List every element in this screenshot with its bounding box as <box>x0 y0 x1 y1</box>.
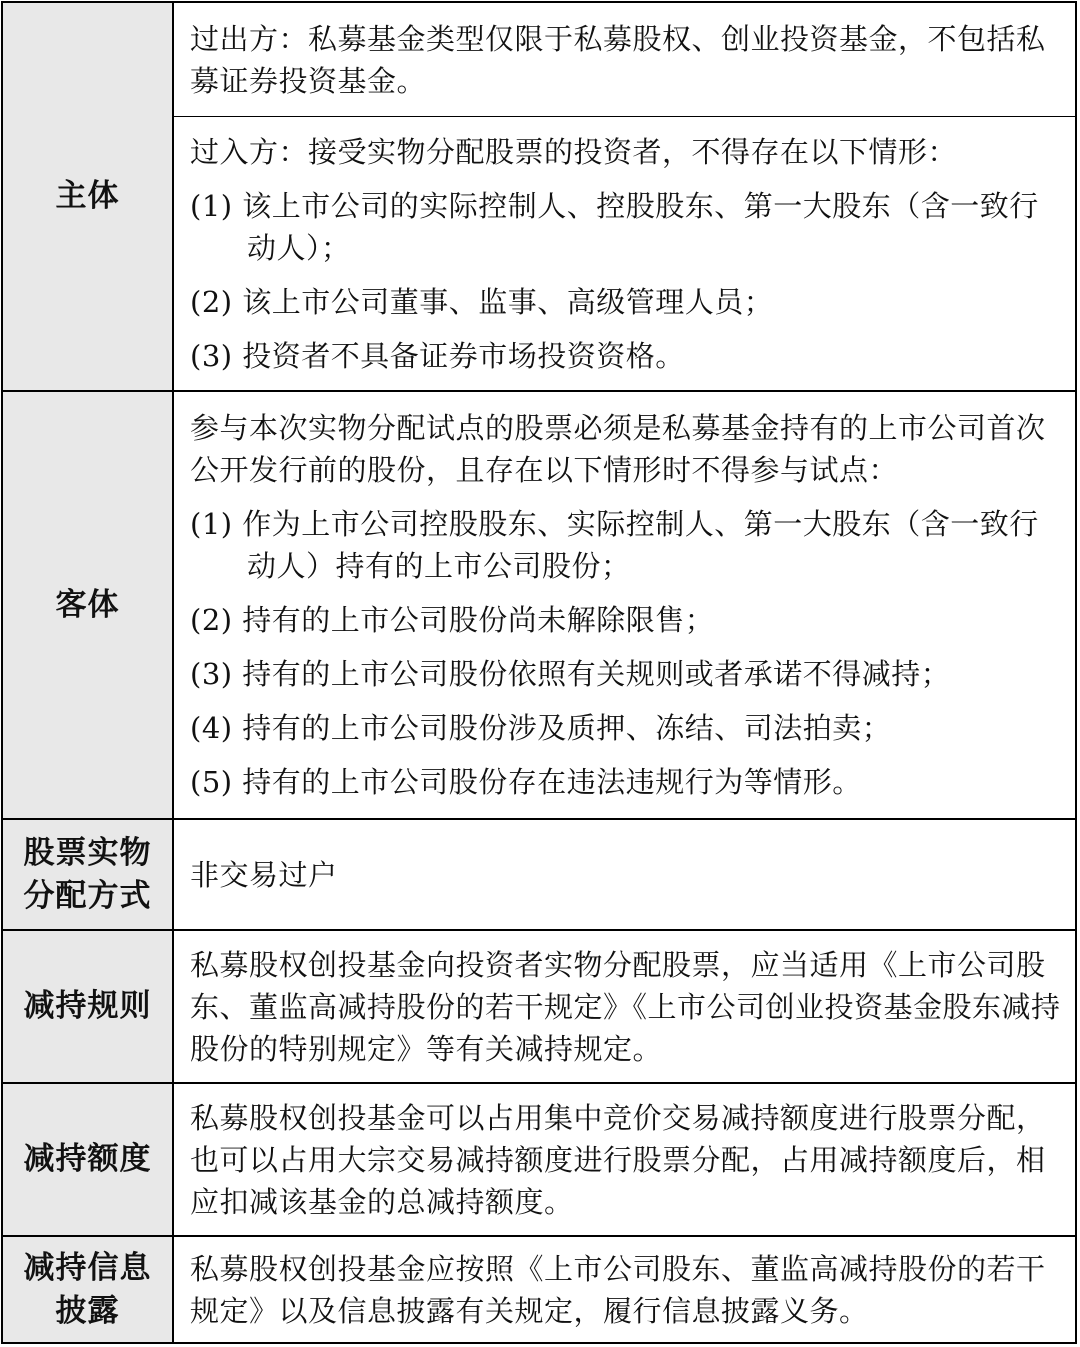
list-item: (1) 作为上市公司控股股东、实际控制人、第一大股东（含一致行动人）持有的上市公司股份； <box>190 507 1039 583</box>
reduction-quota-text: 私募股权创投基金可以占用集中竞价交易减持额度进行股票分配，也可以占用大宗交易减持额度进行股票分配，占用减持额度后，相应扣减该基金的总减持额度。 <box>190 1100 1046 1219</box>
list-item: (1) 该上市公司的实际控制人、控股股东、第一大股东（含一致行动人）； <box>190 188 1039 265</box>
subject-transferee-intro: 过入方：接受实物分配股票的投资者，不得存在以下情形： <box>190 134 958 169</box>
object-cell <box>174 392 1075 820</box>
list-item: (3) 持有的上市公司股份依照有关规则或者承诺不得减持； <box>190 657 951 691</box>
distribution-method-text: 非交易过户 <box>190 857 338 892</box>
row-label-reduction-rules: 减持规则 <box>3 931 174 1084</box>
rules-table <box>1 1 1077 1344</box>
row-label-subject: 主体 <box>3 3 174 392</box>
subject-transferor-text: 过出方：私募基金类型仅限于私募股权、创业投资基金，不包括私募证券投资基金。 <box>190 21 1046 98</box>
list-item: (4) 持有的上市公司股份涉及质押、冻结、司法拍卖； <box>190 711 892 745</box>
distribution-method-cell <box>174 820 1075 931</box>
row-label-disclosure <box>3 1237 174 1342</box>
object-intro: 参与本次实物分配试点的股票必须是私募基金持有的上市公司首次公开发行前的股份，且存在以下情形时不得参与试点： <box>190 411 1046 487</box>
row-label-object: 客体 <box>3 392 174 820</box>
row-label-reduction-quota: 减持额度 <box>3 1084 174 1237</box>
subject-transferee-cell <box>174 117 1075 392</box>
list-item: (2) 持有的上市公司股份尚未解除限售； <box>190 603 715 637</box>
list-item: (3) 投资者不具备证券市场投资资格。 <box>190 338 685 373</box>
list-item: (2) 该上市公司董事、监事、高级管理人员； <box>190 284 774 319</box>
row-label-distribution-method-text: 股票实物分配方式 <box>23 834 152 914</box>
disclosure-text: 私募股权创投基金应按照《上市公司股东、董监高减持股份的若干规定》以及信息披露有关规定，履行信息披露义务。 <box>190 1251 1046 1328</box>
reduction-rules-text: 私募股权创投基金向投资者实物分配股票，应当适用《上市公司股东、董监高减持股份的若干规定》《上市公司创业投资基金股东减持股份的特别规定》等有关减持规定。 <box>190 947 1061 1066</box>
row-label-distribution-method <box>3 820 174 931</box>
row-label-disclosure-text: 减持信息披露 <box>23 1249 152 1329</box>
reduction-rules-cell <box>174 931 1075 1084</box>
disclosure-cell <box>174 1237 1075 1342</box>
reduction-quota-cell <box>174 1084 1075 1237</box>
subject-transferor-cell <box>174 3 1075 117</box>
list-item: (5) 持有的上市公司股份存在违法违规行为等情形。 <box>190 765 862 799</box>
